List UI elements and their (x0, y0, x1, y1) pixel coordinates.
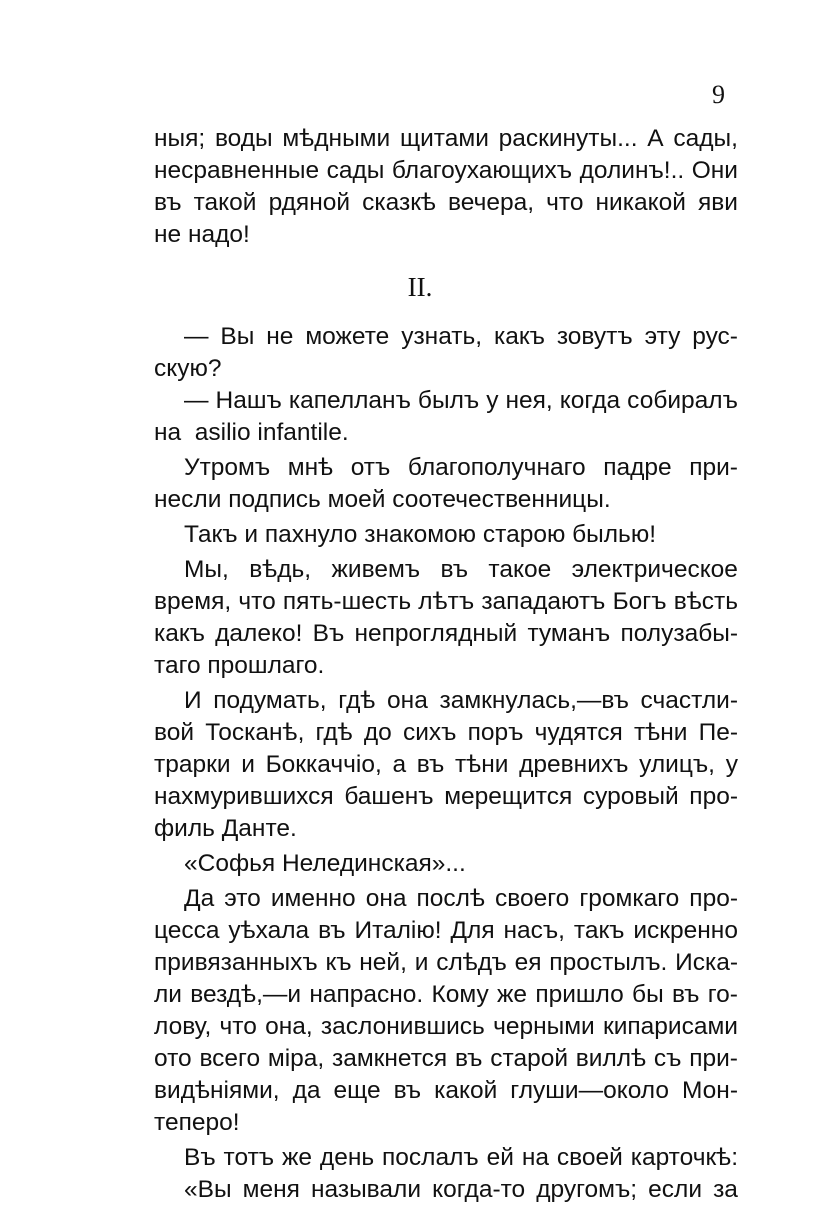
text-line: какъ далеко! Въ непроглядный туманъ полузабы- (154, 620, 738, 647)
text-line: И подумать, гдѣ она замкнулась,—въ счастли- (184, 687, 738, 714)
text-line: нахмурившихся башенъ мерещится суровый про- (154, 783, 738, 810)
text-line: не надо! (154, 221, 250, 248)
text-line: Въ тотъ же день послалъ ей на своей карточкѣ: (184, 1144, 738, 1171)
text-line: Да это именно она послѣ своего громкаго про- (184, 885, 738, 912)
text-line: скую? (154, 355, 222, 382)
text-line: на asilio infantile. (154, 419, 349, 446)
text-line: ото всего міра, замкнется въ старой виллѣ съ при- (154, 1045, 738, 1072)
text-line: ныя; воды мѣдными щитами раскинуты... А сады, (154, 125, 738, 152)
page-number: 9 (712, 80, 725, 109)
text-line: ли вездѣ,—и напрасно. Кому же пришло бы въ го- (154, 981, 738, 1008)
text-line: въ такой рдяной сказкѣ вечера, что никакой яви (154, 189, 738, 216)
text-line: Утромъ мнѣ отъ благополучнаго падре при- (184, 454, 738, 481)
text-line: видѣніями, да еще въ какой глуши—около Мон- (154, 1077, 738, 1104)
text-line: несравненные сады благоухающихъ долинъ!.. Они (154, 157, 738, 184)
text-line: «Вы меня называли когда-то другомъ; если за (184, 1176, 738, 1203)
text-line: несли подпись моей соотечественницы. (154, 486, 611, 513)
text-line: филь Данте. (154, 815, 297, 842)
text-line: «Софья Нелединская»... (184, 850, 466, 877)
section-heading: II. (407, 272, 433, 302)
text-line: таго прошлаго. (154, 652, 325, 679)
text-line: Мы, вѣдь, живемъ въ такое электрическое (184, 556, 738, 583)
text-line: — Вы не можете узнать, какъ зовутъ эту рус- (184, 323, 738, 350)
text-line: Такъ и пахнуло знакомою старою былью! (184, 521, 657, 548)
text-line: время, что пять-шесть лѣтъ западаютъ Богъ вѣсть (154, 588, 738, 615)
text-line: вой Тосканѣ, гдѣ до сихъ поръ чудятся тѣни Пе- (154, 719, 738, 746)
text-line: привязанныхъ къ ней, и слѣдъ ея простылъ. Иска- (154, 949, 738, 976)
text-line: лову, что она, заслонившись черными кипарисами (154, 1013, 738, 1040)
text-line: — Нашъ капелланъ былъ у нея, когда собиралъ (184, 387, 738, 414)
text-line: трарки и Боккаччіо, а въ тѣни древнихъ улицъ, у (154, 751, 738, 778)
text-line: цесса уѣхала въ Италію! Для насъ, такъ искренно (154, 917, 738, 944)
text-line: теперо! (154, 1109, 240, 1136)
